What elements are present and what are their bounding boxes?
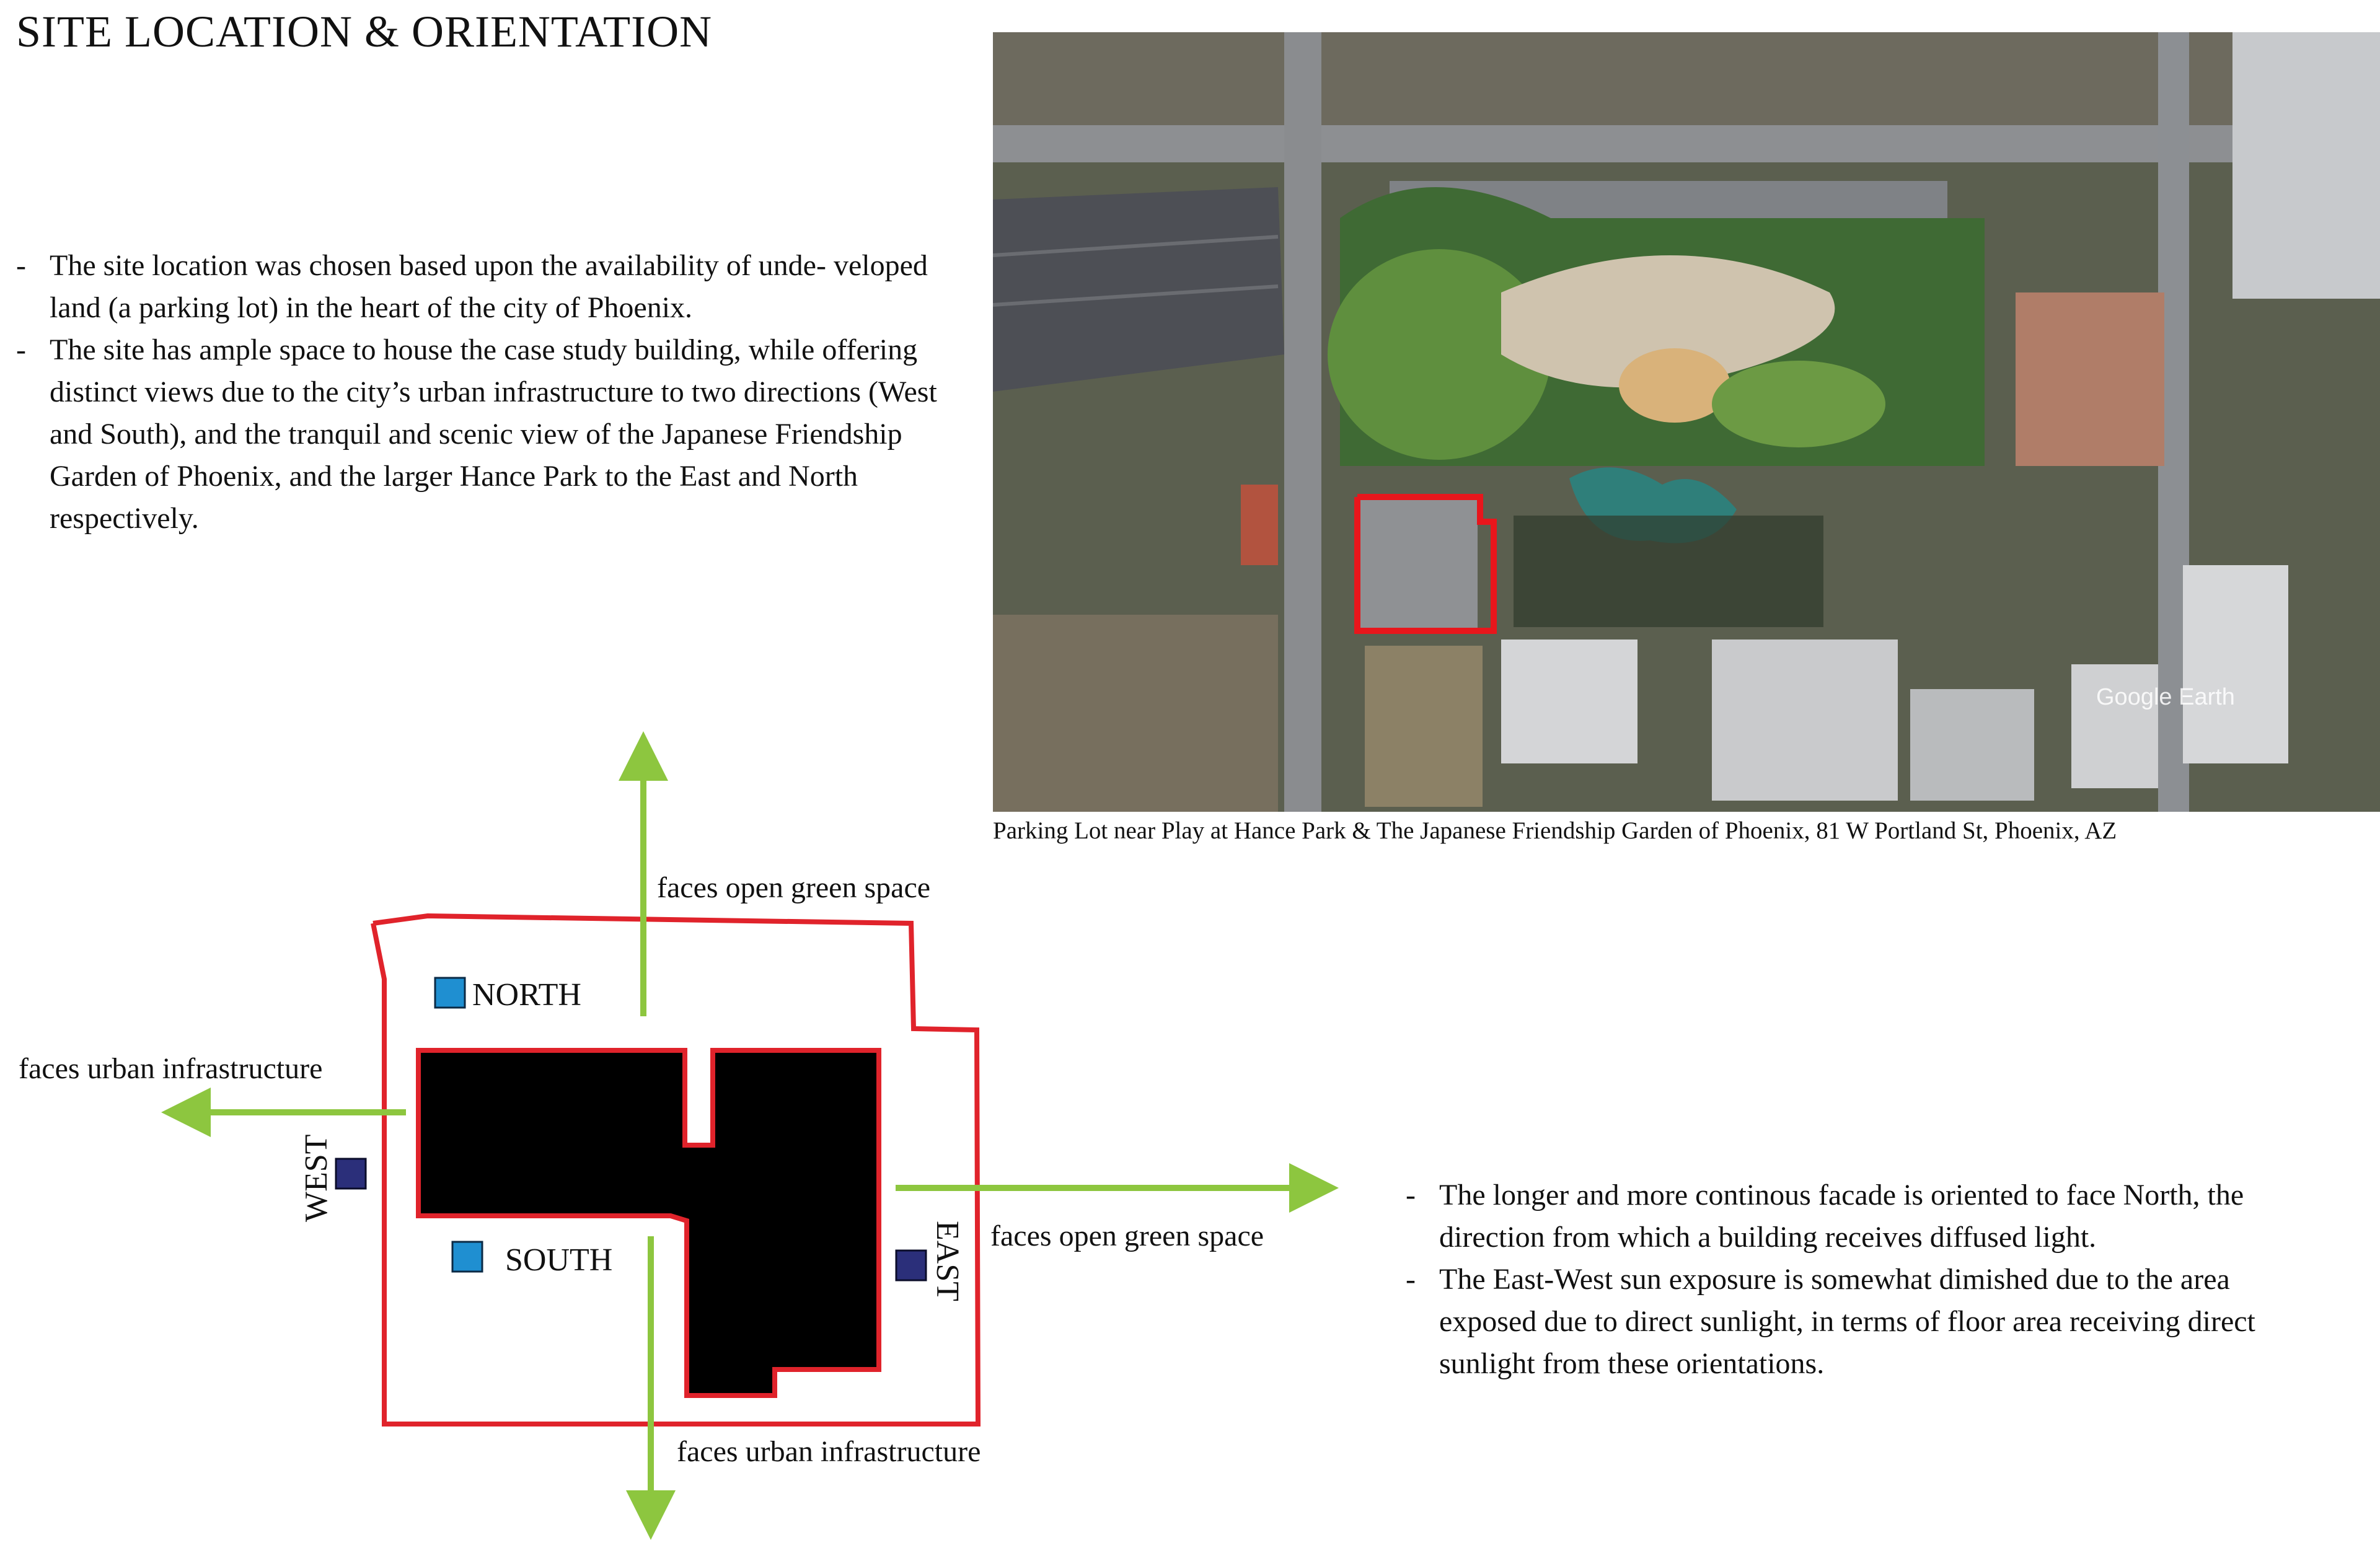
north-label: NORTH (472, 977, 581, 1013)
note-item: - The site has ample space to house the case study building, while offering distinct views due to the city’s urban infrastructure to two directions (West and South), and the tranquil and scenic view of the Japanese Friendship Garden of Phoenix, and the larger Hance Park to the East and North respectively. (12, 329, 979, 540)
east-label: EAST (930, 1221, 965, 1301)
east-face-label: faces open green space (990, 1220, 1264, 1252)
map-caption: Parking Lot near Play at Hance Park & The Japanese Friendship Garden of Phoenix, 81 W Portland St, Phoenix, AZ (993, 817, 2117, 844)
aerial-map-image (993, 32, 2380, 812)
north-marker (435, 978, 465, 1008)
site-selection-notes (12, 245, 979, 540)
page-title: SITE LOCATION & ORIENTATION (16, 7, 713, 56)
note-item: - The longer and more continous facade is oriented to face North, the direction from which a building receives diffused light. (1402, 1174, 2319, 1259)
south-label: SOUTH (505, 1242, 613, 1278)
note-item: - The site location was chosen based upon the availability of unde- veloped land (a parking lot) in the heart of the city of Phoenix. (12, 245, 979, 329)
west-marker (336, 1159, 366, 1189)
west-face-label: faces urban infrastructure (19, 1052, 323, 1085)
east-marker (896, 1251, 926, 1280)
orientation-diagram (0, 713, 1364, 1540)
note-item: - The East-West sun exposure is somewhat dimished due to the area exposed due to direct sunlight, in terms of floor area receiving direct sunlight from these orientations. (1402, 1259, 2319, 1385)
google-earth-watermark: Google Earth (2096, 684, 2235, 710)
north-face-label: faces open green space (657, 871, 931, 904)
west-label: WEST (299, 1134, 334, 1222)
south-marker (452, 1242, 482, 1272)
south-face-label: faces urban infrastructure (677, 1435, 981, 1468)
orientation-notes (1402, 1174, 2319, 1385)
